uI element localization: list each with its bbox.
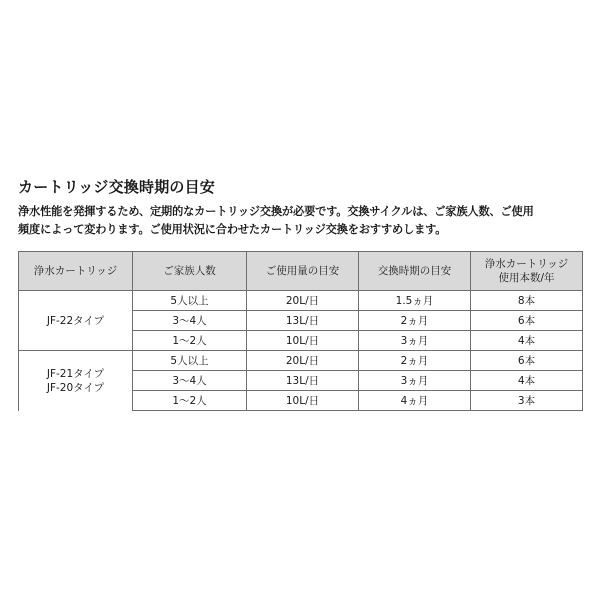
table-header-row bbox=[19, 252, 583, 291]
page-title: カートリッジ交換時期の目安 bbox=[18, 178, 216, 196]
column-header: 浄水カートリッジ 使用本数/年 bbox=[471, 252, 583, 291]
table-cell: 1〜2人 bbox=[133, 391, 247, 411]
table-cell: 6本 bbox=[471, 311, 583, 331]
table-cell: 13L/日 bbox=[247, 311, 359, 331]
table-cell: 3〜4人 bbox=[133, 371, 247, 391]
table-cell: 20L/日 bbox=[247, 291, 359, 311]
document bbox=[18, 176, 584, 411]
model-cell: JF-22タイプ bbox=[19, 291, 133, 351]
table-cell: 4本 bbox=[471, 371, 583, 391]
column-header: ご使用量の目安 bbox=[247, 252, 359, 291]
table-body bbox=[19, 291, 583, 411]
table-cell: 8本 bbox=[471, 291, 583, 311]
description-line-2: 頻度によって変わります。ご使用状況に合わせたカートリッジ交換をおすすめします。 bbox=[18, 223, 447, 236]
table-cell: 3〜4人 bbox=[133, 311, 247, 331]
table-cell: 5人以上 bbox=[133, 291, 247, 311]
table-cell: 3ヵ月 bbox=[359, 371, 471, 391]
table-cell: 20L/日 bbox=[247, 351, 359, 371]
table-row bbox=[19, 291, 583, 311]
table-cell: 5人以上 bbox=[133, 351, 247, 371]
column-header: 交換時期の目安 bbox=[359, 252, 471, 291]
table-cell: 3本 bbox=[471, 391, 583, 411]
table-cell: 2ヵ月 bbox=[359, 311, 471, 331]
column-header: ご家族人数 bbox=[133, 252, 247, 291]
description-line-1: 浄水性能を発揮するため、定期的なカートリッジ交換が必要です。交換サイクルは、ご家族人数、ご使用 bbox=[18, 205, 534, 218]
table-cell: 2ヵ月 bbox=[359, 351, 471, 371]
table-cell: 4本 bbox=[471, 331, 583, 351]
table-cell: 3ヵ月 bbox=[359, 331, 471, 351]
table-row bbox=[19, 351, 583, 371]
table-cell: 1〜2人 bbox=[133, 331, 247, 351]
table-cell: 6本 bbox=[471, 351, 583, 371]
table-cell: 4ヵ月 bbox=[359, 391, 471, 411]
table-cell: 10L/日 bbox=[247, 391, 359, 411]
model-cell: JF-21タイプ JF-20タイプ bbox=[19, 351, 133, 411]
description bbox=[18, 203, 584, 239]
table-cell: 10L/日 bbox=[247, 331, 359, 351]
table-cell: 13L/日 bbox=[247, 371, 359, 391]
cartridge-replacement-table bbox=[18, 251, 583, 411]
table-cell: 1.5ヵ月 bbox=[359, 291, 471, 311]
column-header: 浄水カートリッジ bbox=[19, 252, 133, 291]
